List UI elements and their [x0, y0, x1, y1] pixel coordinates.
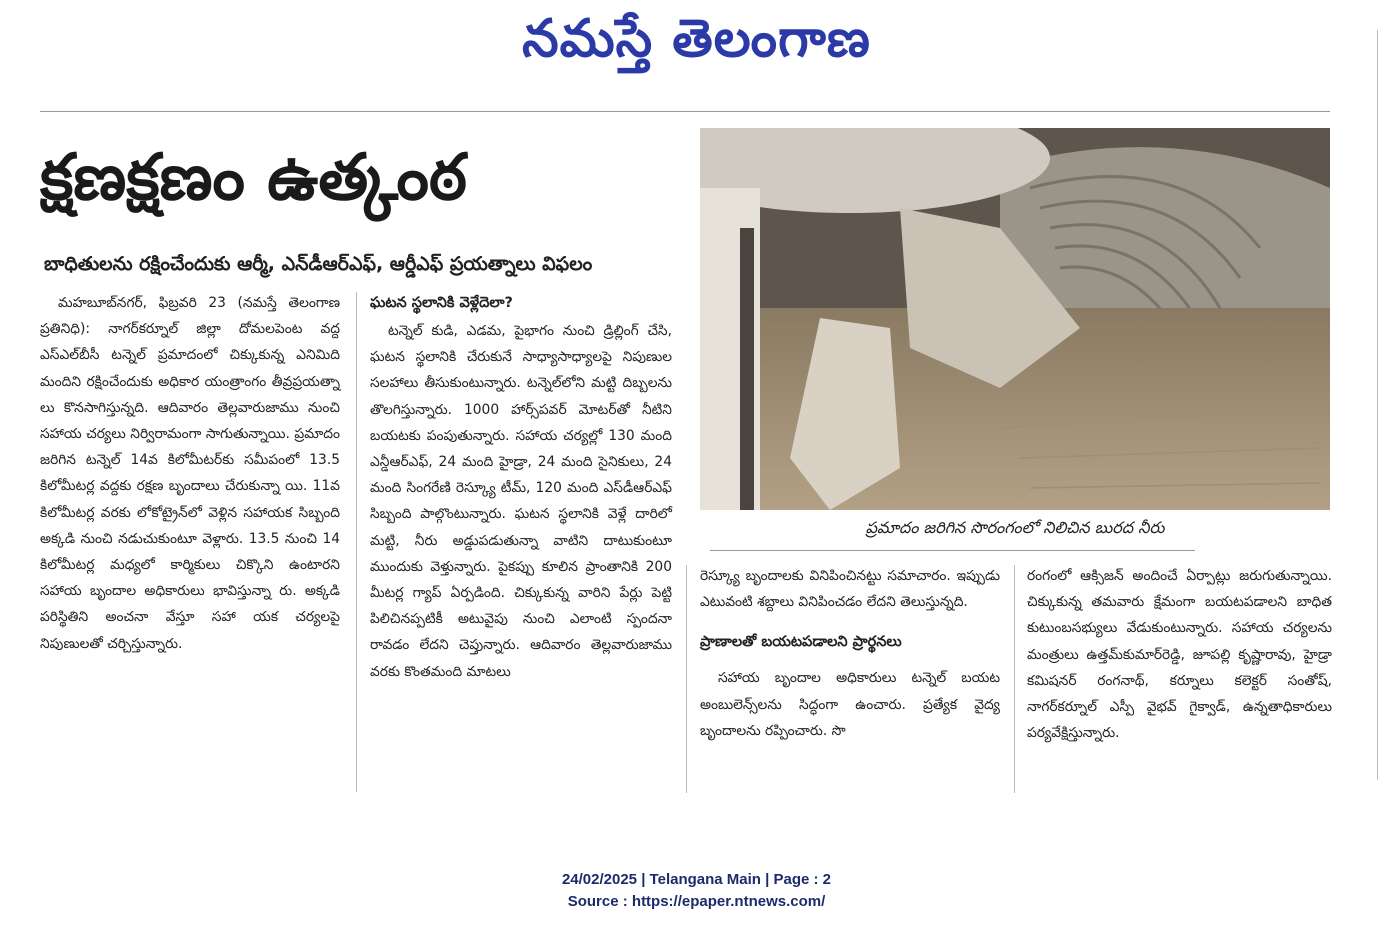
- article-column-2: [370, 290, 672, 685]
- article-column-3: [700, 563, 1000, 744]
- newspaper-masthead: నమస్తే తెలంగాణ: [522, 9, 871, 69]
- column-3-text: సహాయ బృందాల అధికారులు టన్నెల్ బయట అంబులెన్స్‌లను సిద్ధంగా ఉంచారు. ప్రత్యేక వైద్య బృందాలను రప్పించారు. సొ: [700, 670, 1000, 739]
- article-column-1: [40, 290, 340, 657]
- masthead-divider: [40, 111, 1330, 112]
- footer-date-edition: 24/02/2025 | Telangana Main | Page : 2: [561, 871, 832, 888]
- caption-divider: [710, 550, 1195, 551]
- column-divider: [1014, 565, 1015, 793]
- article-column-4: [1027, 563, 1332, 746]
- page-right-edge-line: [1377, 30, 1378, 780]
- column-3-text-top: రెస్క్యూ బృందాలకు వినిపించినట్టు సమాచారం. ఇప్పుడు ఎటువంటి శబ్దాలు వినిపించడం లేదని తెలుస్తున్నది.: [700, 568, 1000, 611]
- article-headline: క్షణక్షణం ఉత్కంఠ: [40, 141, 467, 215]
- tunnel-photo: [700, 128, 1330, 510]
- tunnel-photo-illustration: [700, 128, 1330, 510]
- column-1-text: మహబూబ్‌నగర్, ఫిబ్రవరి 23 (నమస్తే తెలంగాణ ప్రతినిధి): నాగర్‌కర్నూల్ జిల్లా దోమలపెంట వద్ద ఎస్‌ఎల్‌బీసీ టన్నెల్ ప్రమాదంలో చిక్కుకున్న ఎనిమిది మందిని రక్షించేందుకు అధికార యంత్రాంగం తీవ్రప్రయత్నా లు కొనసాగిస్తున్నది. ఆదివారం తెల్లవారుజాము నుంచి సహాయ చర్యలు నిర్విరామంగా సాగుతున్నాయి. ప్రమాదం జరిగిన టన్నెల్ 14వ కిలోమీటర్‌కు సమీపంలో 13.5 కిలోమీటర్ల వద్దకు రక్షణ బృందాలు చేరుకున్నా యి. 11వ కిలోమీటర్ల వరకు లోకోట్రైన్‌లో వెళ్లిన సహాయక సిబ్బంది అక్కడి నుంచి నడుచుకుంటూ వెళ్లారు. 13.5 నుంచి 14 కిలోమీటర్ల మధ్యలో కార్మికులు చిక్కొని ఉంటారని సహాయ బృందాల అధికారులు భావిస్తున్నా రు. అక్కడి పరిస్థితిని అంచనా వేస్తూ సహా యక చర్యలపై నిపుణులతో చర్చిస్తున్నారు.: [40, 295, 340, 652]
- article-subheadline: బాధితులను రక్షించేందుకు ఆర్మీ, ఎన్‌డీఆర్‌ఎఫ్, ఆర్డీఎఫ్ ప్రయత్నాలు విఫలం: [44, 253, 593, 275]
- column-2-subheading: ఘటన స్థలానికి వెళ్లేదెలా?: [370, 295, 513, 311]
- column-divider: [356, 292, 357, 792]
- column-divider: [686, 565, 687, 793]
- column-3-subheading: ప్రాణాలతో బయటపడాలని ప్రార్థనలు: [700, 634, 902, 651]
- photo-caption: ప్రమాదం జరిగిన సొరంగంలో నిలిచిన బురద నీరు: [865, 518, 1165, 537]
- column-4-text: రంగంలో ఆక్సిజన్ అందించే ఏర్పాట్లు జరుగుతున్నాయి. చిక్కుకున్న తమవారు క్షేమంగా బయటపడాలని బాధిత కుటుంబసభ్యులు వేడుకుంటున్నారు. సహాయ చర్యలను మంత్రులు ఉత్తమ్‌కుమార్‌రెడ్డి, జూపల్లి కృష్ణారావు, హైడ్రా కమిషనర్ రంగనాథ్, కర్నూలు కలెక్టర్ సంతోష్, నాగర్‌కర్నూల్ ఎస్పీ వైభవ్ గైక్వాడ్, ఉన్నతాధికారులు పర్యవేక్షిస్తున్నారు.: [1027, 568, 1332, 742]
- footer-source-link[interactable]: Source : https://epaper.ntnews.com/: [567, 893, 826, 910]
- column-2-text: టన్నెల్ కుడి, ఎడమ, పైభాగం నుంచి డ్రిల్లింగ్ చేసి, ఘటన స్థలానికి చేరుకునే సాధ్యాసాధ్యాలపై నిపుణుల సలహాలు తీసుకుంటున్నారు. టన్నెల్‌లోని మట్టి దిబ్బలను తొలగిస్తున్నారు. 1000 హార్స్‌పవర్ మోటర్‌తో నీటిని బయటకు పంపుతున్నారు. సహాయ చర్యల్లో 130 మంది ఎన్డీఆర్‌ఎఫ్, 24 మంది హైడ్రా, 24 మంది సైనికులు, 24 మంది సింగరేణి రెస్క్యూ టీమ్, 120 మంది ఎస్‌డీఆర్‌ఎఫ్ సిబ్బంది పాల్గొంటున్నారు. ఘటన స్థలానికి వెళ్లే దారిలో మట్టి, నీరు అడ్డుపడుతున్నా వాటిని దాటుకుంటూ ముందుకు వెళ్తున్నారు. పైకప్పు కూలిన ప్రాంతానికి 200 మీటర్ల గ్యాప్ ఏర్పడింది. చిక్కుకున్న వారిని పేర్లు పెట్టి పిలిచినప్పటికీ అటువైపు నుంచి ఎలాంటి స్పందనా రావడం లేదని చెప్తున్నారు. ఆదివారం తెల్లవారుజాము వరకు కొంతమంది మాటలు: [370, 323, 672, 680]
